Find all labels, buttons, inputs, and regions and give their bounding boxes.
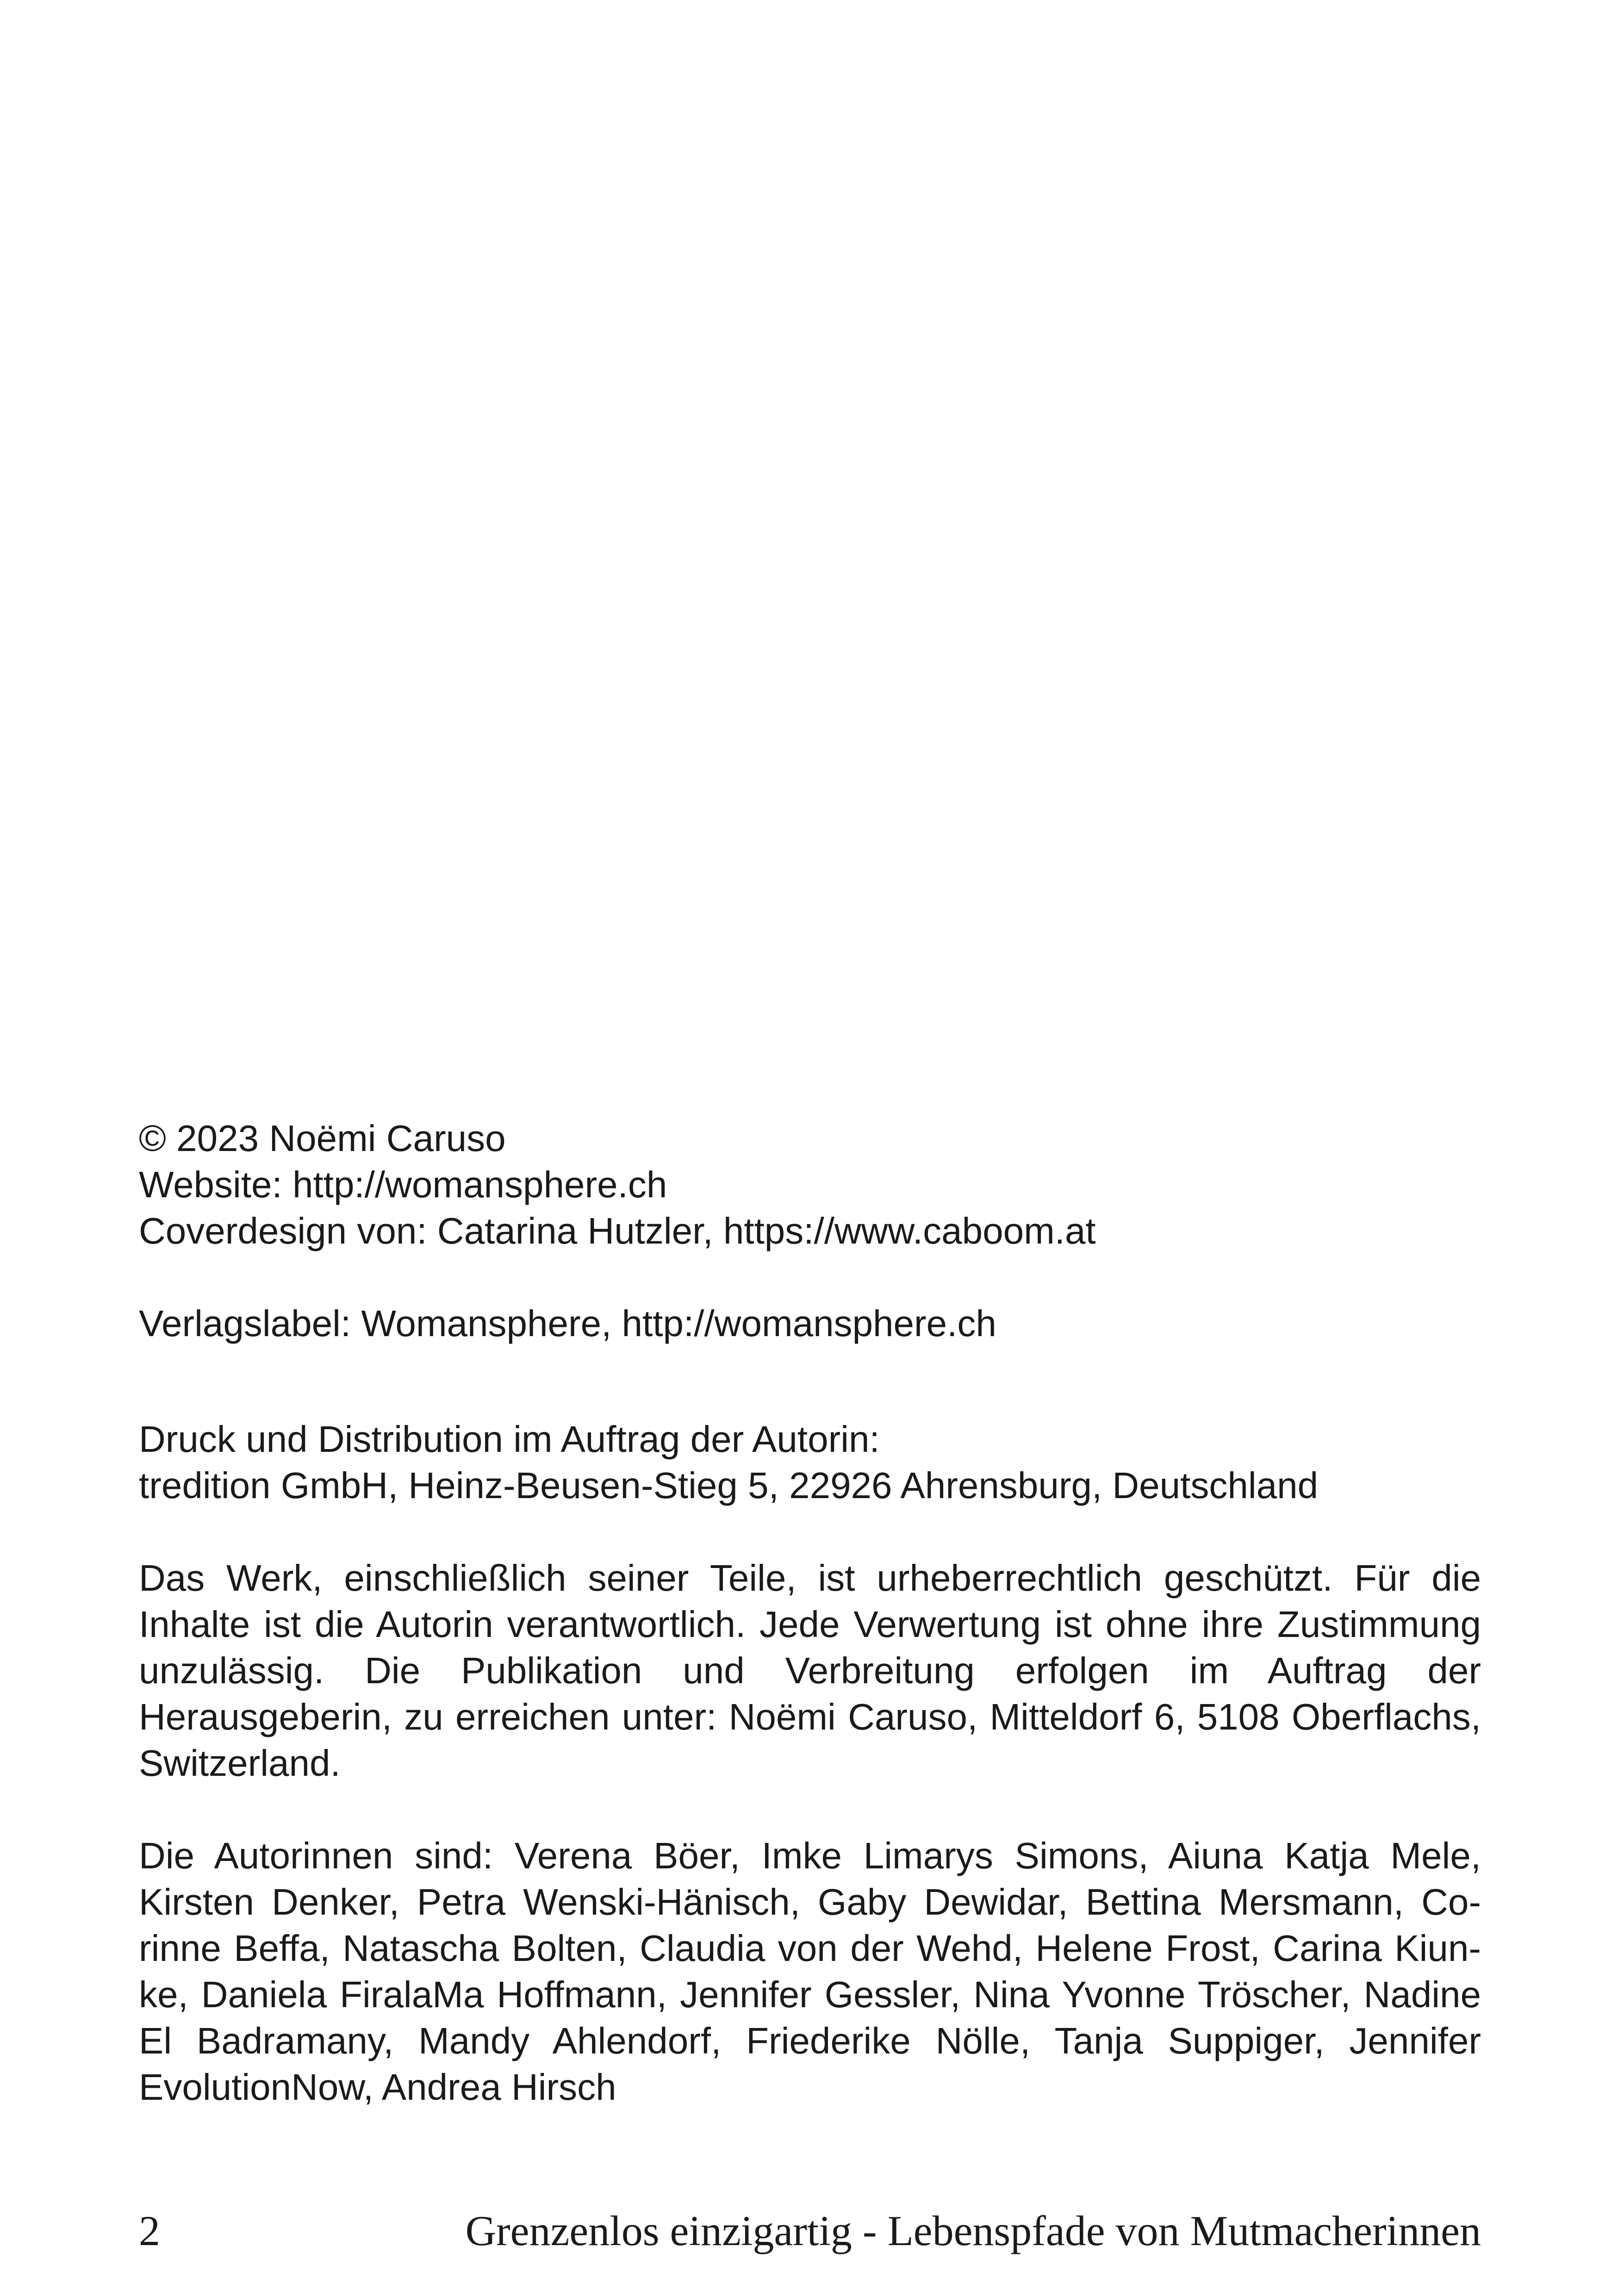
- printing-line: Druck und Distribution im Auftrag der Autorin:: [139, 1419, 880, 1460]
- page-number: 2: [139, 2207, 160, 2254]
- authors-paragraph: Die Autorinnen sind: Verena Böer, Imke Limarys Simons, Aiuna Katja Mele, Kirsten Denker, Petra Wenski-Hänisch, Gaby Dewidar, Bettina Mersmann, Corinne Beffa, Natascha Bolten, Claudia von der Wehd, Helene Frost, Carina Kiunke, Daniela FiralaMa Hoffmann, Jennifer Gessler, Nina Yvonne Tröscher, Nadine El Badramany, Mandy Ahlendorf, Friederike Nölle, Tanja Suppiger, Jennifer EvolutionNow, Andrea Hirsch: [139, 1835, 1481, 2108]
- copyright-line: © 2023 Noëmi Caruso: [139, 1118, 506, 1159]
- spacer: [139, 1786, 1481, 1833]
- website-line: Website: http://womansphere.ch: [139, 1164, 667, 1205]
- cover-design-line: Coverdesign von: Catarina Hutzler, https://www.caboom.at: [139, 1210, 1096, 1251]
- publisher-label-line: Verlagslabel: Womansphere, http://womansphere.ch: [139, 1303, 996, 1344]
- page-footer: [139, 2205, 1481, 2256]
- copyright-notice-paragraph: Das Werk, einschließlich seiner Teile, ist urheberrechtlich geschützt. Für die Inhalte ist die Autorin verantwortlich. Jede Verwertung ist ohne ihre Zustimmung unzulässig. Die Publikation und Verbreitung erfolgen im Auftrag der Herausgeberin, zu erreichen unter: Noëmi Caruso, Mitteldorf 6, 5108 Oberflachs, Switzerland.: [139, 1557, 1481, 1784]
- spacer: [139, 1347, 1481, 1416]
- imprint-block: [139, 1115, 1481, 2110]
- spacer: [139, 1254, 1481, 1300]
- printer-address-line: tredition GmbH, Heinz-Beusen-Stieg 5, 22926 Ahrensburg, Deutschland: [139, 1465, 1319, 1506]
- spacer: [139, 1509, 1481, 1555]
- running-title: Grenzenlos einzigartig - Lebenspfade von Mutmacherinnen: [465, 2207, 1481, 2254]
